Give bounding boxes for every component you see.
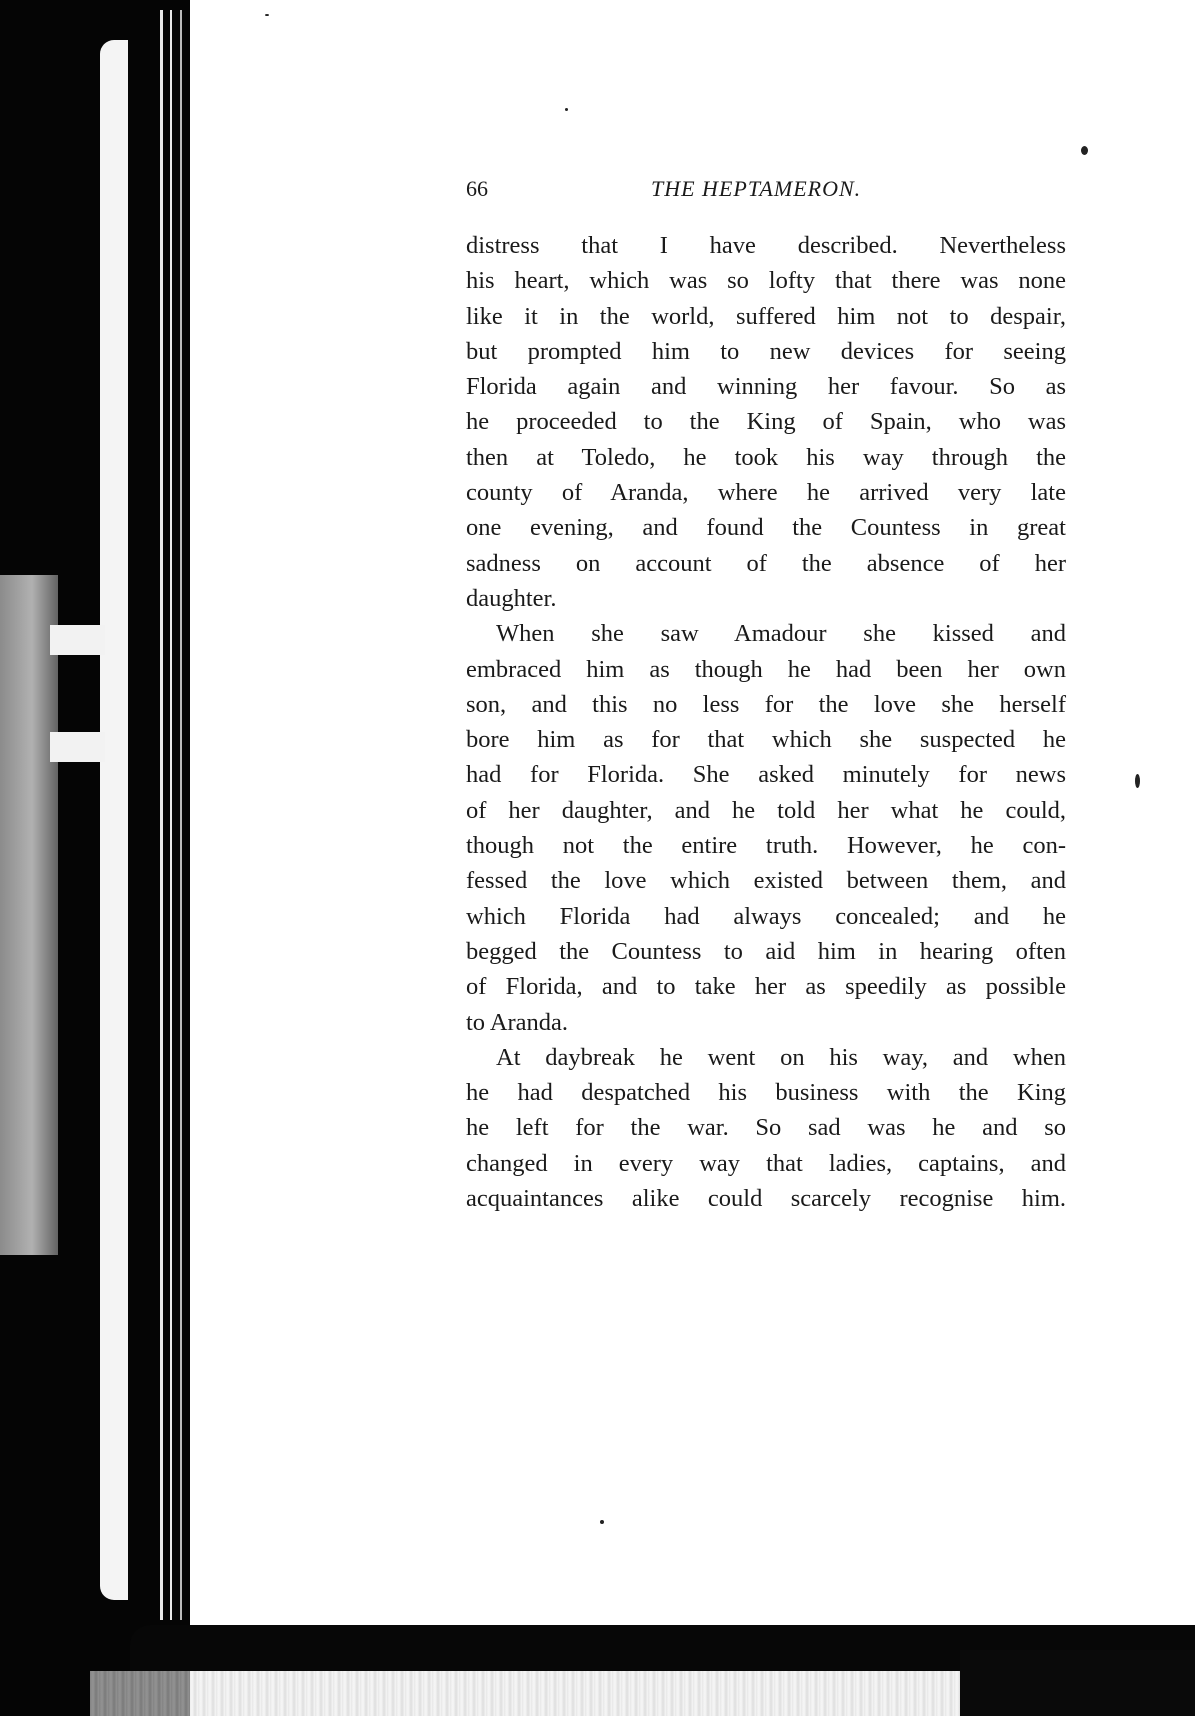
text-line: of her daughter, and he told her what he could, (466, 796, 1066, 824)
page-number: 66 (466, 176, 488, 201)
spine-notch (50, 732, 105, 762)
text-line: sadness on account of the absence of her (466, 549, 1066, 577)
text-line: embraced him as though he had been her own (466, 655, 1066, 683)
text-line: he left for the war. So sad was he and so (466, 1114, 1066, 1142)
text-line: but prompted him to new devices for seeing (466, 337, 1066, 365)
text-line: acquaintances alike could scarcely recognise him. (466, 1185, 1066, 1213)
text-line: Florida again and winning her favour. So as (466, 373, 1066, 401)
text-line: changed in every way that ladies, captains, and (466, 1149, 1066, 1177)
text-line: like it in the world, suffered him not to despair, (466, 302, 1066, 330)
speck (1081, 146, 1088, 155)
text-line: At daybreak he went on his way, and when (496, 1043, 1066, 1071)
text-line: distress that I have described. Nevertheless (466, 232, 1066, 259)
book-title: THE HEPTAMERON. (651, 176, 862, 201)
page-edge (170, 10, 172, 1620)
text-line: bore him as for that which she suspected he (466, 726, 1066, 754)
text-line: he had despatched his business with the King (466, 1079, 1066, 1107)
body-text (466, 228, 1066, 1216)
speck (265, 14, 269, 16)
speck (1135, 774, 1140, 788)
text-line: son, and this no less for the love she herself (466, 690, 1066, 718)
page-edge (180, 10, 182, 1620)
text-line: of Florida, and to take her as speedily as possible (466, 973, 1066, 1001)
text-line: he proceeded to the King of Spain, who was (466, 408, 1066, 436)
spine-grey-patch (0, 575, 58, 1255)
text-line: which Florida had always concealed; and he (466, 902, 1066, 930)
speck (600, 1520, 604, 1524)
book-spine-shadow (0, 0, 190, 1716)
text-line: fessed the love which existed between them, and (466, 867, 1066, 895)
page-edge (100, 40, 128, 1600)
text-line: though not the entire truth. However, he con- (466, 832, 1066, 860)
speck (565, 108, 568, 111)
bottom-right-shadow (960, 1650, 1195, 1716)
text-line: had for Florida. She asked minutely for news (466, 761, 1066, 789)
page-edge (160, 10, 163, 1620)
text-line: county of Aranda, where he arrived very late (466, 479, 1066, 507)
text-line: his heart, which was so lofty that there was none (466, 267, 1066, 295)
text-line: When she saw Amadour she kissed and (496, 620, 1066, 648)
text-line: then at Toledo, he took his way through the (466, 443, 1066, 471)
text-line: to Aranda. (466, 1008, 569, 1036)
text-line: one evening, and found the Countess in great (466, 514, 1066, 542)
text-line: begged the Countess to aid him in hearing often (466, 937, 1066, 965)
spine-notch (50, 625, 105, 655)
running-head (466, 176, 1066, 206)
text-line: daughter. (466, 584, 557, 612)
